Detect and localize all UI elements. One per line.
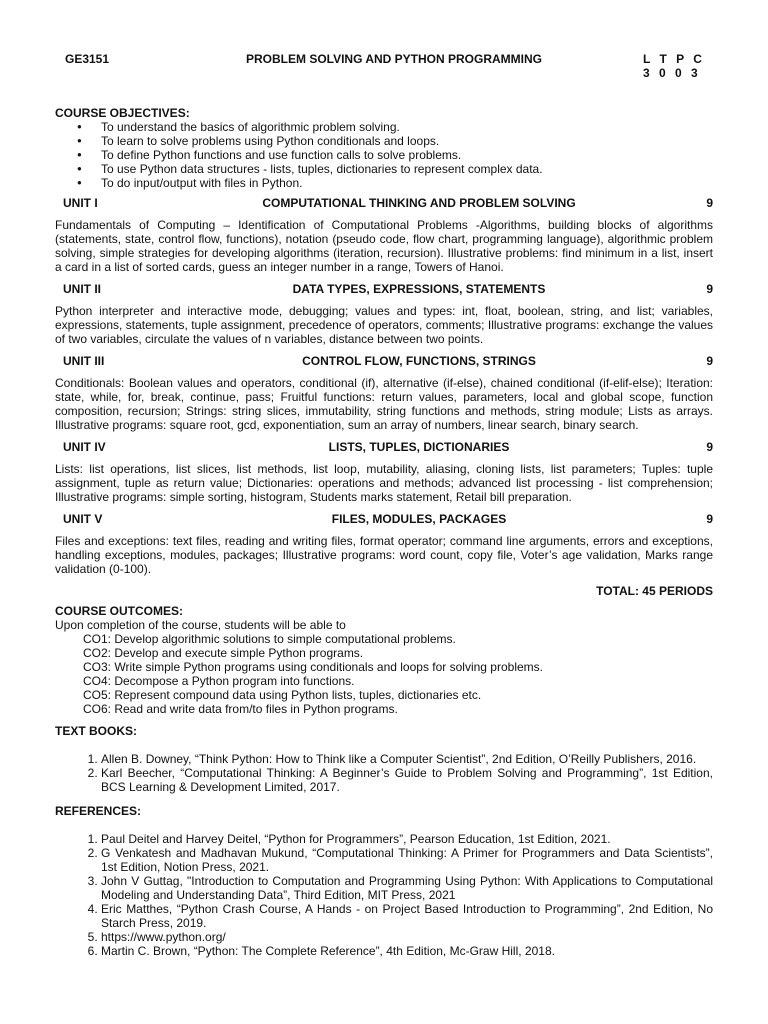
outcomes-intro: Upon completion of the course, students will be able to	[55, 618, 346, 632]
ltpc-block	[643, 52, 713, 80]
list-item: CO1: Develop algorithmic solutions to simple computational problems.	[83, 632, 456, 646]
list-item: 2. G Venkatesh and Madhavan Mukund, “Computational Thinking: A Primer for Programmers and Data Scientists”, 1st Edition, Notion Press, 2021.	[101, 846, 713, 874]
unit-hours: 9	[706, 512, 713, 526]
unit-number: UNIT V	[63, 512, 103, 526]
list-item: ● To use Python data structures - lists, tuples, dictionaries to represent complex data.	[77, 162, 713, 176]
unit-heading	[55, 440, 713, 454]
list-item: ● To do input/output with files in Python.	[77, 176, 713, 190]
unit-content: Lists: list operations, list slices, list methods, list loop, mutability, aliasing, cloning lists, list parameters; Tuples: tuple assignment, tuple as return value; Dictionaries: operations and methods; advanced list processing - list comprehension; Illustrative programs: simple sorting, histogram, Students marks statement, Retail bill preparation.	[55, 462, 713, 504]
list-item: CO2: Develop and execute simple Python programs.	[83, 646, 364, 660]
list-item: 1. Allen B. Downey, “Think Python: How to Think like a Computer Scientist”, 2nd Edition, O’Reilly Publishers, 2016.	[101, 752, 713, 766]
list-item: ● To learn to solve problems using Python conditionals and loops.	[77, 134, 713, 148]
unit-content: Fundamentals of Computing – Identification of Computational Problems -Algorithms, building blocks of algorithms (statements, state, control flow, functions), notation (pseudo code, flow chart, programming language), algorithmic problem solving, simple strategies for developing algorithms (iteration, recursion). Illustrative problems: find minimum in a list, insert a card in a list of sorted cards, guess an integer number in a range, Towers of Hanoi.	[55, 218, 713, 274]
unit-title: COMPUTATIONAL THINKING AND PROBLEM SOLVING	[262, 196, 576, 210]
list-item: CO5: Represent compound data using Python lists, tuples, dictionaries etc.	[83, 688, 482, 702]
unit-title: LISTS, TUPLES, DICTIONARIES	[328, 440, 510, 454]
outcomes-list	[55, 632, 713, 716]
list-item: CO4: Decompose a Python program into functions.	[83, 674, 355, 688]
unit-content: Conditionals: Boolean values and operators, conditional (if), alternative (if-else), chained conditional (if-elif-else); Iteration: state, while, for, break, continue, pass; Fruitful functions: return values, parameters, local and global scope, function composition, recursion; Strings: string slices, immutability, string functions and methods, string module; Lists as arrays. Illustrative programs: square root, gcd, exponentiation, sum an array of numbers, linear search, binary search.	[55, 376, 713, 432]
objectives-title: COURSE OBJECTIVES:	[55, 106, 190, 120]
unit-hours: 9	[706, 440, 713, 454]
total-periods: TOTAL: 45 PERIODS	[596, 584, 713, 598]
unit-hours: 9	[706, 354, 713, 368]
unit-content: Python interpreter and interactive mode, debugging; values and types: int, float, boolean, string, and list; variables, expressions, statements, tuple assignment, precedence of operators, comments; Illustrative programs: exchange the values of two variables, circulate the values of n variables, distance between two points.	[55, 304, 713, 346]
unit-heading	[55, 512, 713, 526]
ltpc-values: 3 0 0 3	[643, 66, 701, 80]
unit-hours: 9	[706, 196, 713, 210]
list-item: 2. Karl Beecher, “Computational Thinking: A Beginner’s Guide to Problem Solving and Programming”, 1st Edition, BCS Learning & Development Limited, 2017.	[101, 766, 713, 794]
unit-content: Files and exceptions: text files, reading and writing files, format operator; command line arguments, errors and exceptions, handling exceptions, modules, packages; Illustrative programs: word count, copy file, Voter’s age validation, Marks range validation (0-100).	[55, 534, 713, 576]
list-item: 3. John V Guttag, "Introduction to Computation and Programming Using Python: With Applications to Computational Modeling and Understanding Data”, Third Edition, MIT Press, 2021	[101, 874, 713, 902]
unit-number: UNIT IV	[63, 440, 106, 454]
textbooks-list	[55, 752, 713, 794]
list-item: 4. Eric Matthes, “Python Crash Course, A Hands - on Project Based Introduction to Programming”, 2nd Edition, No Starch Press, 2019.	[101, 902, 713, 930]
ltpc-label: L T P C	[643, 52, 705, 66]
list-item: CO6: Read and write data from/to files in Python programs.	[83, 702, 398, 716]
unit-hours: 9	[706, 282, 713, 296]
unit-number: UNIT III	[63, 354, 105, 368]
unit-title: CONTROL FLOW, FUNCTIONS, STRINGS	[302, 354, 536, 368]
unit-title: FILES, MODULES, PACKAGES	[331, 512, 507, 526]
unit-title: DATA TYPES, EXPRESSIONS, STATEMENTS	[292, 282, 546, 296]
unit-number: UNIT II	[63, 282, 101, 296]
objectives-list	[55, 120, 713, 190]
course-code: GE3151	[65, 52, 110, 66]
references-title: REFERENCES:	[55, 804, 142, 818]
list-item: ● To understand the basics of algorithmic problem solving.	[77, 120, 713, 134]
outcomes-title: COURSE OUTCOMES:	[55, 604, 184, 618]
textbooks-title: TEXT BOOKS:	[55, 724, 138, 738]
unit-number: UNIT I	[63, 196, 98, 210]
list-item: 1. Paul Deitel and Harvey Deitel, “Python for Programmers”, Pearson Education, 1st Edition, 2021.	[101, 832, 713, 846]
list-item: 6. Martin C. Brown, “Python: The Complete Reference”, 4th Edition, Mc-Graw Hill, 2018.	[101, 944, 713, 958]
course-title: PROBLEM SOLVING AND PYTHON PROGRAMMING	[245, 52, 542, 66]
list-item: CO3: Write simple Python programs using conditionals and loops for solving problems.	[83, 660, 543, 674]
unit-heading	[55, 282, 713, 296]
list-item: ● To define Python functions and use function calls to solve problems.	[77, 148, 713, 162]
unit-heading	[55, 196, 713, 210]
course-header	[55, 52, 713, 80]
unit-heading	[55, 354, 713, 368]
reference-link[interactable]: 5. https://www.python.org/	[101, 930, 713, 944]
references-list	[55, 832, 713, 958]
